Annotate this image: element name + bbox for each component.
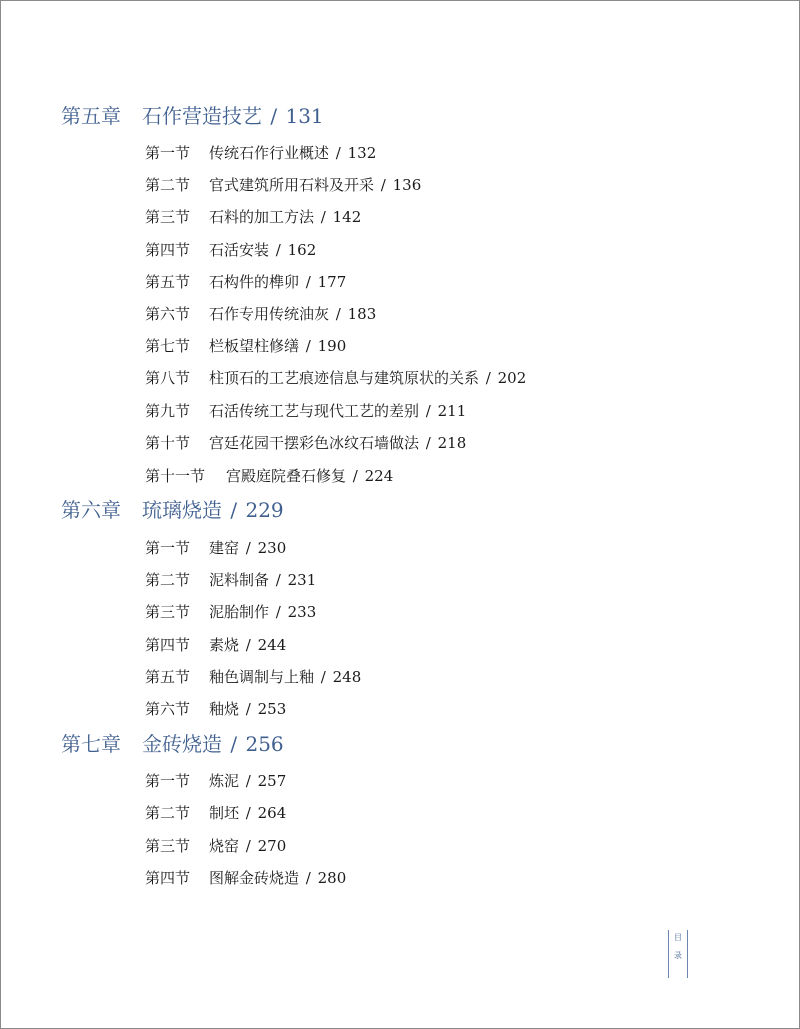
separator: / <box>245 539 251 557</box>
section-number: 第四节 <box>145 869 191 887</box>
section-page: 230 <box>257 539 287 557</box>
section-number: 第五节 <box>145 668 191 686</box>
section-entry[interactable] <box>145 304 376 324</box>
section-title: 栏板望柱修缮 <box>209 337 300 355</box>
separator: / <box>305 273 311 291</box>
section-title: 宫殿庭院叠石修复 <box>226 467 347 485</box>
section-entry[interactable] <box>145 175 421 195</box>
section-entry[interactable] <box>145 602 316 622</box>
section-title: 烧窑 <box>209 837 240 855</box>
section-title: 素烧 <box>209 636 240 654</box>
section-page: 177 <box>317 273 347 291</box>
section-title: 泥料制备 <box>209 571 270 589</box>
section-title: 炼泥 <box>209 772 240 790</box>
separator: / <box>275 571 281 589</box>
footer-char: 录 <box>674 951 682 960</box>
separator: / <box>230 498 238 522</box>
section-title: 官式建筑所用石料及开采 <box>209 176 375 194</box>
separator: / <box>275 241 281 259</box>
separator: / <box>335 144 341 162</box>
chapter-number: 第六章 <box>61 498 121 522</box>
section-title: 制坯 <box>209 804 240 822</box>
chapter-title: 石作营造技艺 <box>142 104 262 128</box>
section-entry[interactable] <box>145 143 376 163</box>
separator: / <box>320 668 326 686</box>
section-entry[interactable] <box>145 401 466 421</box>
section-entry[interactable] <box>145 699 286 719</box>
section-page: 270 <box>257 837 287 855</box>
section-page: 264 <box>257 804 287 822</box>
section-number: 第七节 <box>145 337 191 355</box>
separator: / <box>380 176 386 194</box>
section-page: 280 <box>317 869 347 887</box>
section-number: 第三节 <box>145 603 191 621</box>
section-number: 第六节 <box>145 305 191 323</box>
section-page: 202 <box>497 369 527 387</box>
section-number: 第三节 <box>145 208 191 226</box>
section-page: 248 <box>332 668 362 686</box>
section-title: 石作专用传统油灰 <box>209 305 330 323</box>
section-number: 第一节 <box>145 772 191 790</box>
separator: / <box>245 772 251 790</box>
toc-footer-mark <box>668 930 688 978</box>
section-number: 第三节 <box>145 837 191 855</box>
section-number: 第二节 <box>145 804 191 822</box>
separator: / <box>305 869 311 887</box>
chapter-title: 金砖烧造 <box>142 732 222 756</box>
section-title: 石活安装 <box>209 241 270 259</box>
section-page: 211 <box>437 402 467 420</box>
section-number: 第十一节 <box>145 467 206 485</box>
separator: / <box>230 732 238 756</box>
section-number: 第六节 <box>145 700 191 718</box>
section-page: 142 <box>332 208 362 226</box>
separator: / <box>425 434 431 452</box>
separator: / <box>320 208 326 226</box>
section-entry[interactable] <box>145 868 346 888</box>
section-entry[interactable] <box>145 240 316 260</box>
section-number: 第十节 <box>145 434 191 452</box>
section-number: 第八节 <box>145 369 191 387</box>
section-page: 253 <box>257 700 287 718</box>
section-title: 石料的加工方法 <box>209 208 315 226</box>
section-title: 宫廷花园干摆彩色冰纹石墙做法 <box>209 434 420 452</box>
section-number: 第一节 <box>145 144 191 162</box>
chapter-title: 琉璃烧造 <box>142 498 222 522</box>
section-page: 136 <box>392 176 422 194</box>
section-number: 第九节 <box>145 402 191 420</box>
section-page: 162 <box>287 241 317 259</box>
section-number: 第四节 <box>145 636 191 654</box>
section-entry[interactable] <box>145 803 286 823</box>
section-page: 244 <box>257 636 287 654</box>
chapter-page: 131 <box>285 104 324 128</box>
chapter-number: 第五章 <box>61 104 121 128</box>
section-number: 第二节 <box>145 571 191 589</box>
section-number: 第四节 <box>145 241 191 259</box>
section-entry[interactable] <box>145 368 526 388</box>
chapter-page: 256 <box>245 732 284 756</box>
section-entry[interactable] <box>145 635 286 655</box>
section-page: 183 <box>347 305 377 323</box>
section-title: 石构件的榫卯 <box>209 273 300 291</box>
section-title: 图解金砖烧造 <box>209 869 300 887</box>
footer-char: 目 <box>674 933 682 942</box>
separator: / <box>425 402 431 420</box>
section-title: 釉烧 <box>209 700 240 718</box>
section-entry[interactable] <box>145 272 346 292</box>
section-page: 190 <box>317 337 347 355</box>
separator: / <box>352 467 358 485</box>
section-entry[interactable] <box>145 570 316 590</box>
chapter-heading[interactable] <box>61 732 284 756</box>
chapter-heading[interactable] <box>61 498 284 522</box>
section-entry[interactable] <box>145 336 346 356</box>
separator: / <box>335 305 341 323</box>
chapter-heading[interactable] <box>61 104 324 128</box>
chapter-number: 第七章 <box>61 732 121 756</box>
separator: / <box>245 804 251 822</box>
section-entry[interactable] <box>145 207 361 227</box>
section-entry[interactable] <box>145 667 361 687</box>
separator: / <box>485 369 491 387</box>
section-entry[interactable] <box>145 433 466 453</box>
section-page: 218 <box>437 434 467 452</box>
section-entry[interactable] <box>145 538 286 558</box>
section-title: 建窑 <box>209 539 240 557</box>
section-page: 257 <box>257 772 287 790</box>
section-page: 231 <box>287 571 317 589</box>
separator: / <box>270 104 278 128</box>
section-number: 第五节 <box>145 273 191 291</box>
section-page: 132 <box>347 144 377 162</box>
section-number: 第一节 <box>145 539 191 557</box>
section-title: 釉色调制与上釉 <box>209 668 315 686</box>
section-entry[interactable] <box>145 771 286 791</box>
separator: / <box>275 603 281 621</box>
separator: / <box>245 837 251 855</box>
section-page: 233 <box>287 603 317 621</box>
section-number: 第二节 <box>145 176 191 194</box>
section-title: 石活传统工艺与现代工艺的差别 <box>209 402 420 420</box>
separator: / <box>245 636 251 654</box>
section-title: 泥胎制作 <box>209 603 270 621</box>
section-title: 柱顶石的工艺痕迹信息与建筑原状的关系 <box>209 369 480 387</box>
separator: / <box>245 700 251 718</box>
chapter-page: 229 <box>245 498 284 522</box>
section-entry[interactable] <box>145 466 393 486</box>
section-entry[interactable] <box>145 836 286 856</box>
separator: / <box>305 337 311 355</box>
section-page: 224 <box>364 467 394 485</box>
section-title: 传统石作行业概述 <box>209 144 330 162</box>
